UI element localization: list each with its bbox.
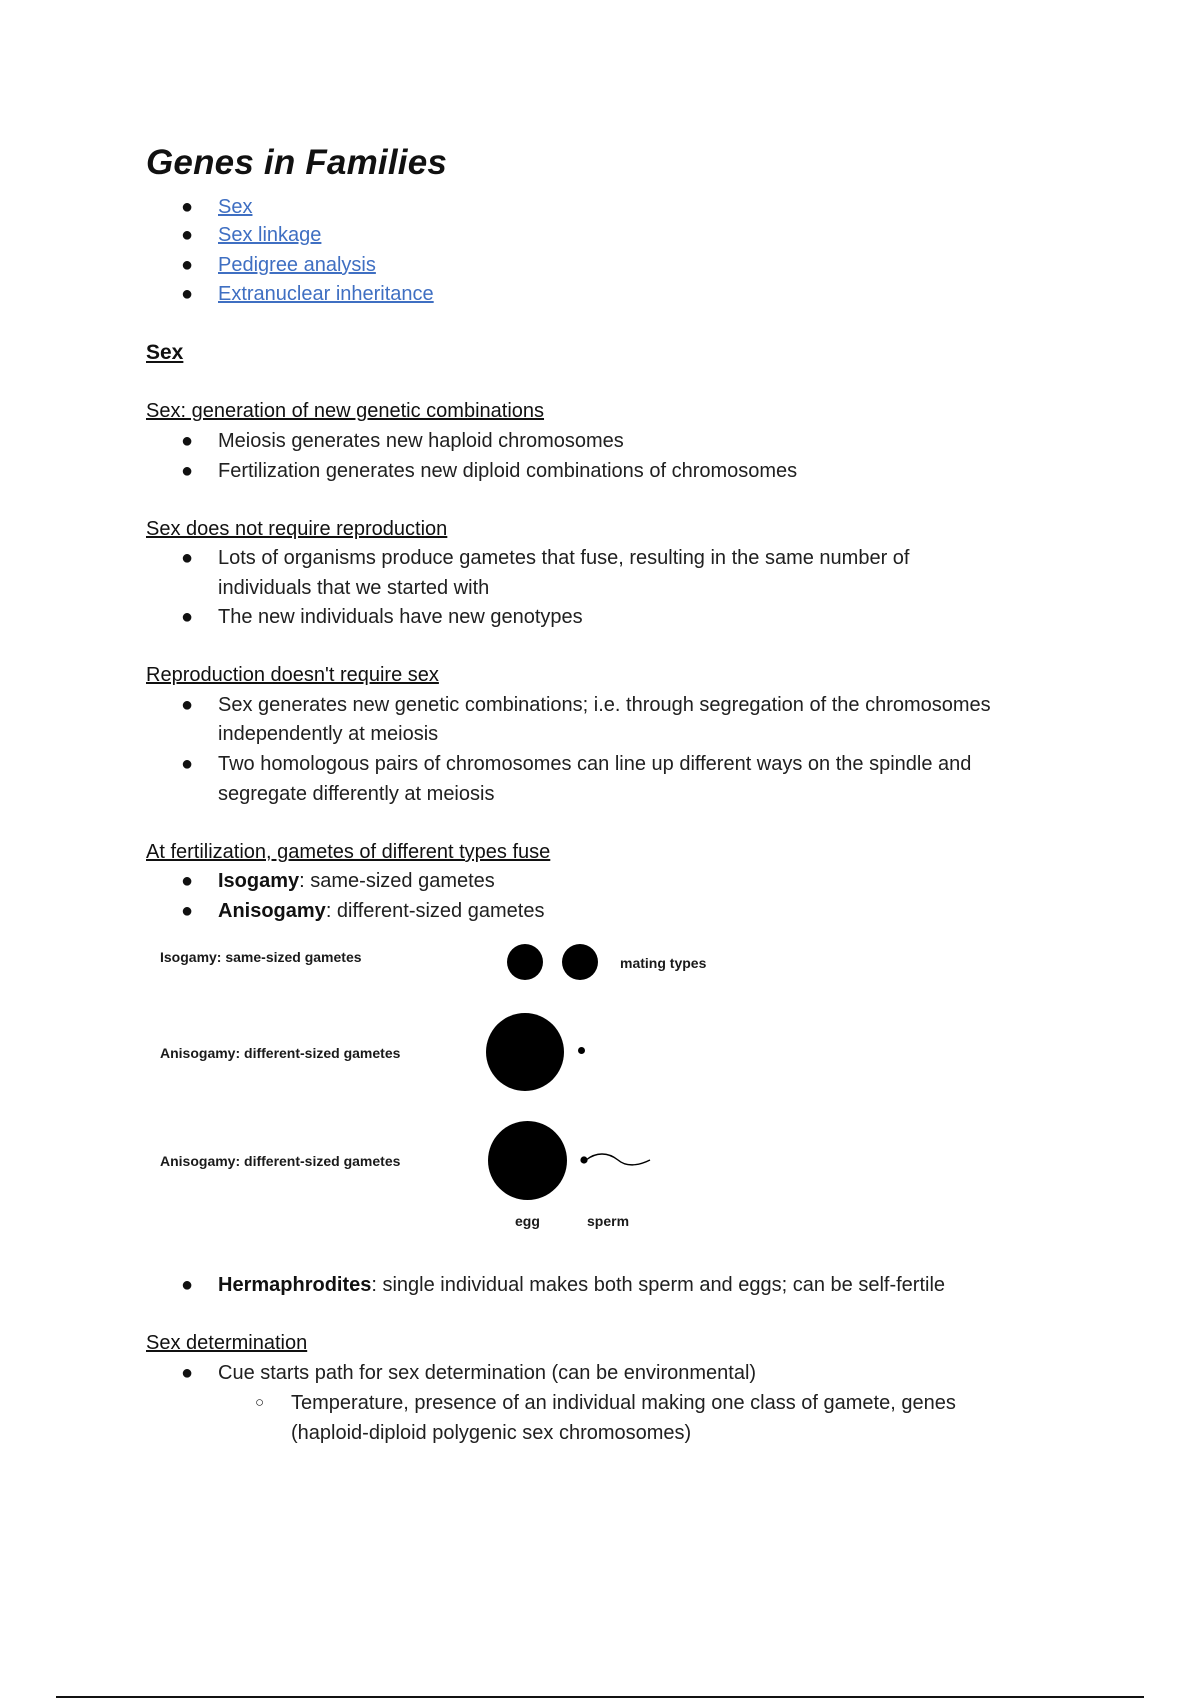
figure-label-sperm: sperm: [587, 1213, 630, 1229]
bullet: ●: [181, 196, 194, 218]
bullet: ●: [181, 224, 194, 246]
term-isogamy: Isogamy: [218, 870, 300, 892]
toc-link-sex-linkage[interactable]: Sex linkage: [218, 224, 322, 246]
gamete-dot: [507, 944, 543, 980]
bullet: ●: [181, 870, 194, 892]
term-anisogamy: Anisogamy: [218, 900, 326, 922]
list-item-line: Sex generates new genetic combinations; i.e. through segregation of the chromosomes: [218, 694, 991, 716]
list-item-line: individuals that we started with: [218, 577, 490, 599]
subheading-fertilization: At fertilization, gametes of different types fuse: [146, 841, 551, 863]
list-item-line: Lots of organisms produce gametes that fuse, resulting in the same number of: [218, 547, 910, 569]
subheading-genetic-combinations: Sex: generation of new genetic combinations: [146, 400, 545, 422]
bullet: ●: [181, 547, 194, 569]
term-hermaphrodites: Hermaphrodites: [218, 1274, 372, 1296]
figure-label-anisogamy: Anisogamy: different-sized gametes: [160, 1045, 401, 1061]
definition: : single individual makes both sperm and eggs; can be self-fertile: [371, 1274, 946, 1296]
bullet: ●: [181, 1274, 194, 1296]
gamete-dot: [562, 944, 598, 980]
figure-note-mating-types: mating types: [620, 955, 707, 971]
list-item: Fertilization generates new diploid combinations of chromosomes: [218, 460, 798, 482]
figure-label-isogamy: Isogamy: same-sized gametes: [160, 949, 362, 965]
bullet: ●: [181, 900, 194, 922]
list-item-line: Two homologous pairs of chromosomes can line up different ways on the spindle and: [218, 753, 972, 775]
subheading-no-reproduction: Sex does not require reproduction: [146, 518, 448, 540]
definition: : same-sized gametes: [299, 870, 495, 892]
bullet: ●: [181, 283, 194, 305]
sub-list-item-line: Temperature, presence of an individual making one class of gamete, genes: [291, 1392, 956, 1414]
toc-link-pedigree-analysis[interactable]: Pedigree analysis: [218, 254, 376, 276]
list-item: Meiosis generates new haploid chromosomes: [218, 430, 624, 452]
subheading-no-sex: Reproduction doesn't require sex: [146, 664, 439, 686]
sub-bullet: ○: [255, 1394, 265, 1411]
bullet: ●: [181, 606, 194, 628]
bullet: ●: [181, 460, 194, 482]
subheading-sex-determination: Sex determination: [146, 1332, 308, 1354]
bullet: ●: [181, 1362, 194, 1384]
definition: : different-sized gametes: [325, 900, 545, 922]
list-item: [218, 869, 495, 893]
list-item: Cue starts path for sex determination (can be environmental): [218, 1362, 757, 1384]
list-item: The new individuals have new genotypes: [218, 606, 583, 628]
list-item: [218, 1273, 945, 1297]
list-item-line: independently at meiosis: [218, 723, 439, 745]
bullet: ●: [181, 694, 194, 716]
toc-link-sex[interactable]: Sex: [218, 196, 253, 218]
small-gamete-dot: [578, 1047, 585, 1054]
sperm-icon: [578, 1148, 654, 1172]
sub-list-item-line: (haploid-diploid polygenic sex chromosomes): [291, 1422, 692, 1444]
bullet: ●: [181, 430, 194, 452]
figure-label-egg: egg: [515, 1213, 540, 1229]
toc-link-extranuclear-inheritance[interactable]: Extranuclear inheritance: [218, 283, 434, 305]
figure-label-anisogamy: Anisogamy: different-sized gametes: [160, 1153, 401, 1169]
large-gamete-dot: [486, 1013, 564, 1091]
page-bottom-divider: [56, 1696, 1144, 1698]
list-item: [218, 899, 544, 923]
page-title: Genes in Families: [146, 143, 448, 182]
list-item-line: segregate differently at meiosis: [218, 783, 495, 805]
bullet: ●: [181, 254, 194, 276]
section-heading-sex: Sex: [146, 341, 184, 364]
bullet: ●: [181, 753, 194, 775]
egg-dot: [488, 1121, 567, 1200]
